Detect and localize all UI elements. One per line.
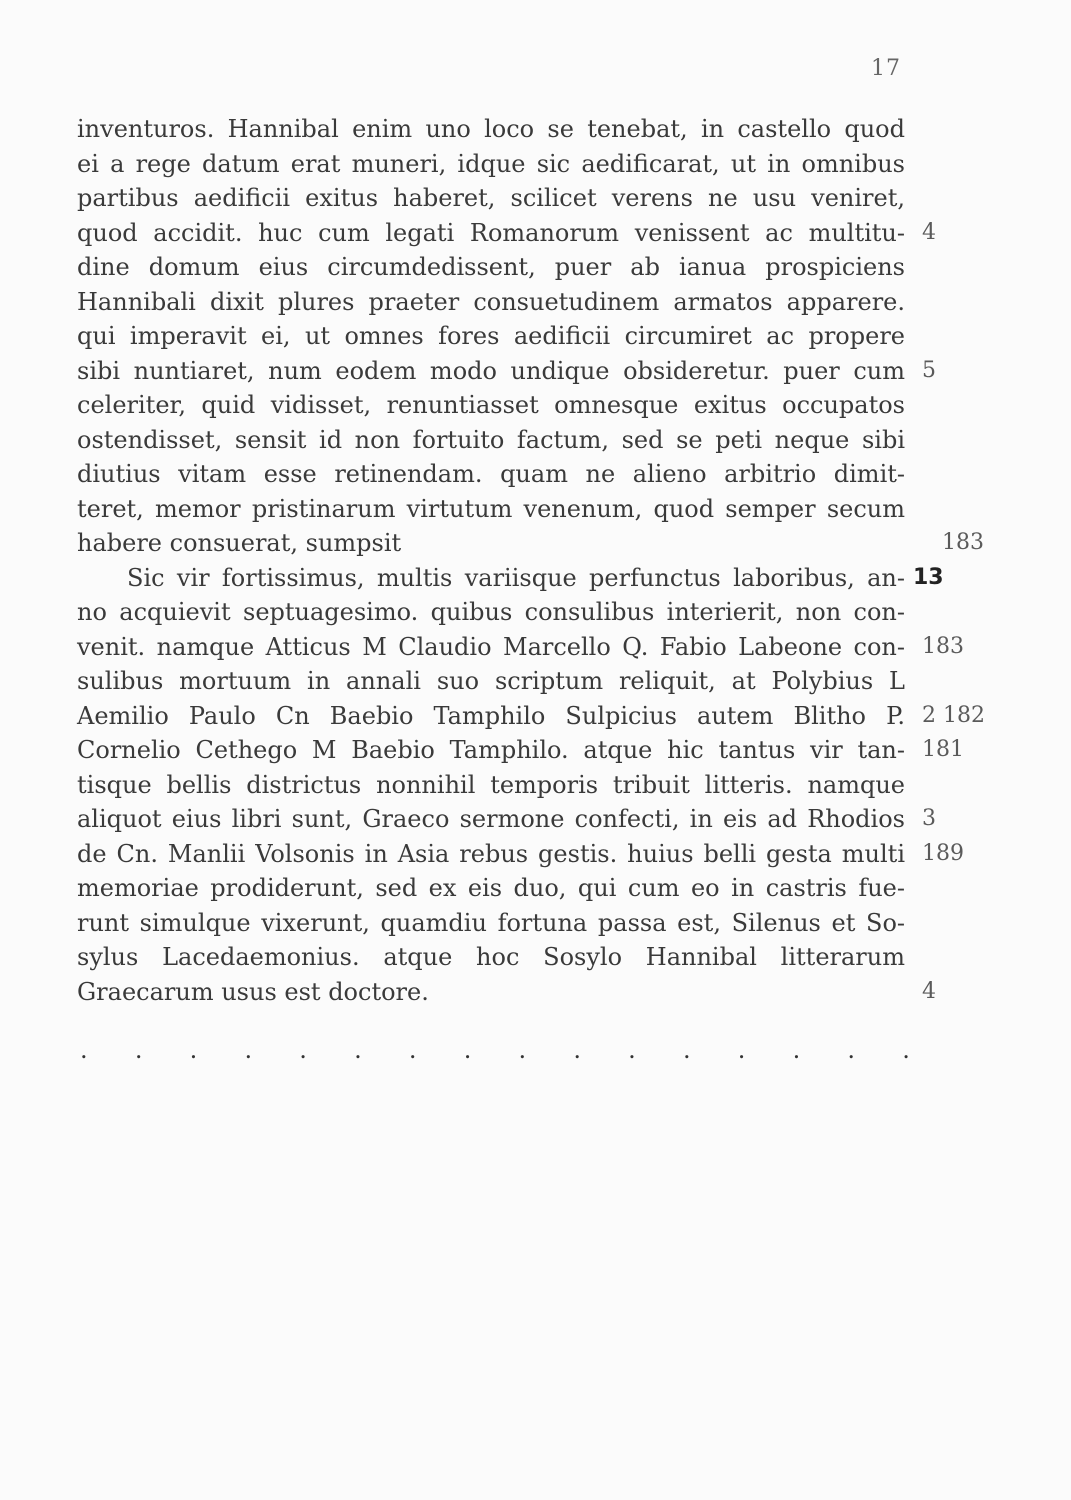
line-text: quod accidit. huc cum legati Romanorum venissent ac multitu- [77, 218, 905, 247]
margin-note: 189 [922, 840, 964, 866]
margin-note: 4 [922, 978, 936, 1004]
line-text: runt simulque vixerunt, quamdiu fortuna passa est, Silenus et So- [77, 908, 905, 937]
ellipsis-dot: . [573, 1036, 581, 1064]
text-line [77, 216, 936, 251]
line-text: sulibus mortuum in annali suo scriptum reliquit, at Polybius L [77, 667, 905, 695]
ellipsis-dot: . [189, 1036, 198, 1064]
line-text: teret, memor pristinarum virtutum venenum, quod semper secum [77, 494, 905, 523]
text-line [77, 388, 905, 423]
text-line [77, 250, 905, 285]
margin-note: 183 [942, 530, 984, 555]
ellipsis-dot: . [847, 1036, 856, 1064]
line-text: Graecarum usus est doctore. [77, 977, 429, 1006]
text-line [77, 285, 905, 320]
line-text: ei a rege datum erat muneri, idque sic aedificarat, ut in omnibus [77, 149, 905, 178]
line-text: diutius vitam esse retinendam. quam ne alieno arbitrio dimit- [77, 460, 905, 488]
text-line [77, 975, 936, 1010]
line-text: ostendisset, sensit id non fortuito factum, sed se peti neque sibi [77, 425, 905, 454]
text-line [77, 802, 936, 837]
line-text: sibi nuntiaret, num eodem modo undique obsideretur. puer cum [77, 356, 905, 385]
text-line [77, 423, 905, 458]
ellipsis-dot: . [792, 1036, 801, 1064]
margin-note: 183 [922, 633, 964, 659]
ellipsis-dot: . [628, 1036, 636, 1064]
page-number: 17 [871, 56, 901, 81]
text-line [77, 733, 964, 768]
margin-note: 2 182 [922, 702, 985, 728]
line-text: Cornelio Cethego M Baebio Tamphilo. atque hic tantus vir tan- [77, 736, 905, 764]
line-text: sylus Lacedaemonius. atque hoc Sosylo Hannibal litterarum [77, 943, 905, 971]
line-text: tisque bellis districtus nonnihil temporis tribuit litteris. namque [77, 770, 905, 799]
line-text: inventuros. Hannibal enim uno loco se tenebat, in castello quod [77, 115, 905, 143]
line-text: celeriter, quid vidisset, renuntiasset omnesque exitus occupatos [77, 391, 905, 419]
text-line [77, 595, 905, 630]
line-text: qui imperavit ei, ut omnes fores aedificii circumiret ac propere [77, 322, 905, 350]
line-text: de Cn. Manlii Volsonis in Asia rebus gestis. huius belli gesta multi [77, 839, 905, 868]
line-text: venit. namque Atticus M Claudio Marcello Q. Fabio Labeone con- [77, 632, 905, 661]
line-text: Sic vir fortissimus, multis variisque perfunctus laboribus, an- [127, 563, 905, 592]
ellipsis-dot: . [134, 1036, 143, 1064]
margin-note: 181 [922, 737, 964, 762]
text-line [77, 768, 905, 803]
text-line [77, 492, 905, 527]
text-line [77, 664, 905, 699]
line-text: Aemilio Paulo Cn Baebio Tamphilo Sulpicius autem Blitho P. [77, 701, 905, 730]
margin-note: 5 [922, 357, 936, 383]
margin-note: 13 [913, 564, 944, 590]
ellipsis-dot: . [902, 1036, 910, 1064]
line-text: partibus aedificii exitus haberet, scilicet verens ne usu veniret, [77, 184, 905, 212]
text-line [77, 354, 936, 389]
line-text: no acquievit septuagesimo. quibus consulibus interierit, non con- [77, 598, 905, 626]
line-text: memoriae prodiderunt, sed ex eis duo, qui cum eo in castris fue- [77, 874, 905, 902]
line-text: dine domum eius circumdedissent, puer ab ianua prospiciens [77, 253, 905, 281]
ellipsis-dot: . [463, 1036, 472, 1064]
text-line [77, 906, 905, 941]
text-line [77, 837, 964, 872]
margin-note: 3 [922, 806, 936, 831]
ellipsis-row [80, 1036, 910, 1064]
ellipsis-dot: . [354, 1036, 362, 1064]
ellipsis-dot: . [408, 1036, 417, 1064]
text-line [77, 457, 905, 492]
line-text: habere consuerat, sumpsit [77, 529, 402, 557]
text-line [77, 940, 905, 975]
text-line [77, 147, 905, 182]
ellipsis-dot: . [299, 1036, 307, 1064]
text-line [77, 526, 984, 561]
text-line [77, 112, 905, 147]
text-line [77, 871, 905, 906]
text-block [77, 112, 985, 1009]
text-line [77, 630, 964, 665]
ellipsis-dot: . [80, 1036, 88, 1064]
text-line [77, 561, 944, 596]
line-text: aliquot eius libri sunt, Graeco sermone confecti, in eis ad Rhodios [77, 805, 905, 833]
text-line [77, 699, 985, 734]
line-text: Hannibali dixit plures praeter consuetudinem armatos apparere. [77, 287, 905, 316]
ellipsis-dot: . [244, 1036, 253, 1064]
text-line [77, 181, 905, 216]
margin-note: 4 [922, 219, 936, 245]
text-line [77, 319, 905, 354]
ellipsis-dot: . [737, 1036, 746, 1064]
ellipsis-dot: . [682, 1036, 691, 1064]
ellipsis-dot: . [518, 1036, 527, 1064]
